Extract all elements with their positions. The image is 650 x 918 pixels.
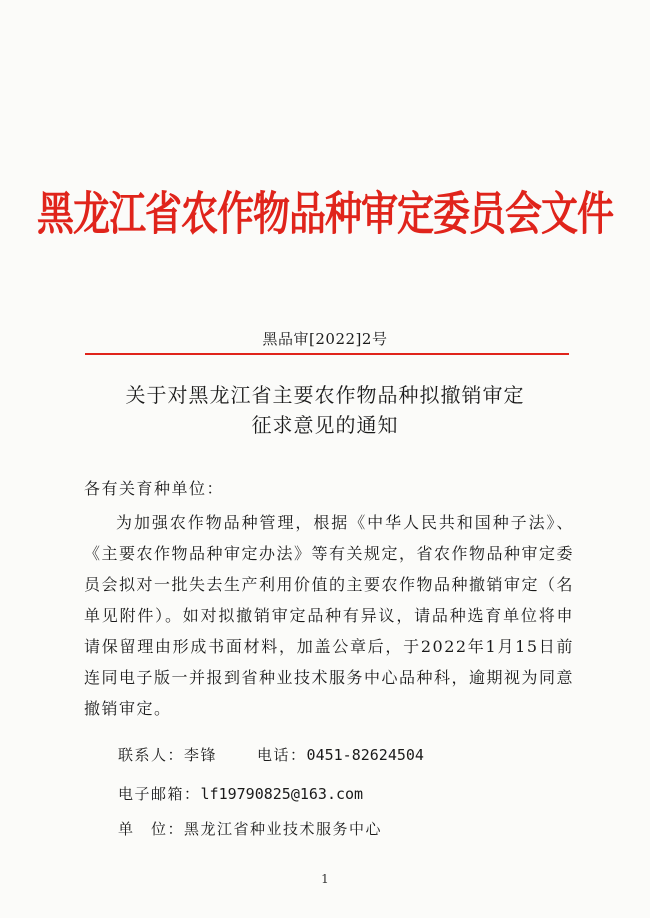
notice-title-line-2: 征求意见的通知 — [251, 413, 399, 437]
document-masthead: 黑龙江省农作物品种审定委员会文件 — [37, 185, 613, 241]
contact-unit: 黑龙江省种业技术服务中心 — [184, 820, 383, 838]
contact-person-line — [118, 744, 424, 765]
contact-phone-label: 电话： — [257, 746, 307, 764]
notice-title — [0, 380, 650, 440]
document-number: 黑品审[2022]2号 — [262, 330, 388, 348]
contact-unit-line — [118, 818, 382, 839]
contact-person-label: 联系人： — [118, 746, 185, 764]
page-number: 1 — [321, 872, 329, 886]
notice-title-line-1: 关于对黑龙江省主要农作物品种拟撤销审定 — [125, 383, 525, 407]
contact-email-line — [118, 783, 363, 804]
contact-person: 李锋 — [184, 746, 218, 764]
salutation: 各有关育种单位： — [84, 479, 225, 498]
red-divider — [85, 353, 569, 355]
contact-email-label: 电子邮箱： — [118, 785, 201, 803]
contact-email: lf19790825@163.com — [200, 785, 364, 803]
notice-body: 为加强农作物品种管理，根据《中华人民共和国种子法》、《主要农作物品种审定办法》等有关规定，省农作物品种审定委员会拟对一批失去生产利用价值的主要农作物品种撤销审定（名单见附件）。如对拟撤销审定品种有异议，请品种选育单位将申请保留理由形成书面材料，加盖公章后，于2022年1月15日前连同电子版一并报到省种业技术服务中心品种科，逾期视为同意撤销审定。 — [84, 513, 575, 718]
contact-unit-label: 单 位： — [118, 820, 185, 838]
contact-phone: 0451-82624504 — [306, 746, 424, 764]
